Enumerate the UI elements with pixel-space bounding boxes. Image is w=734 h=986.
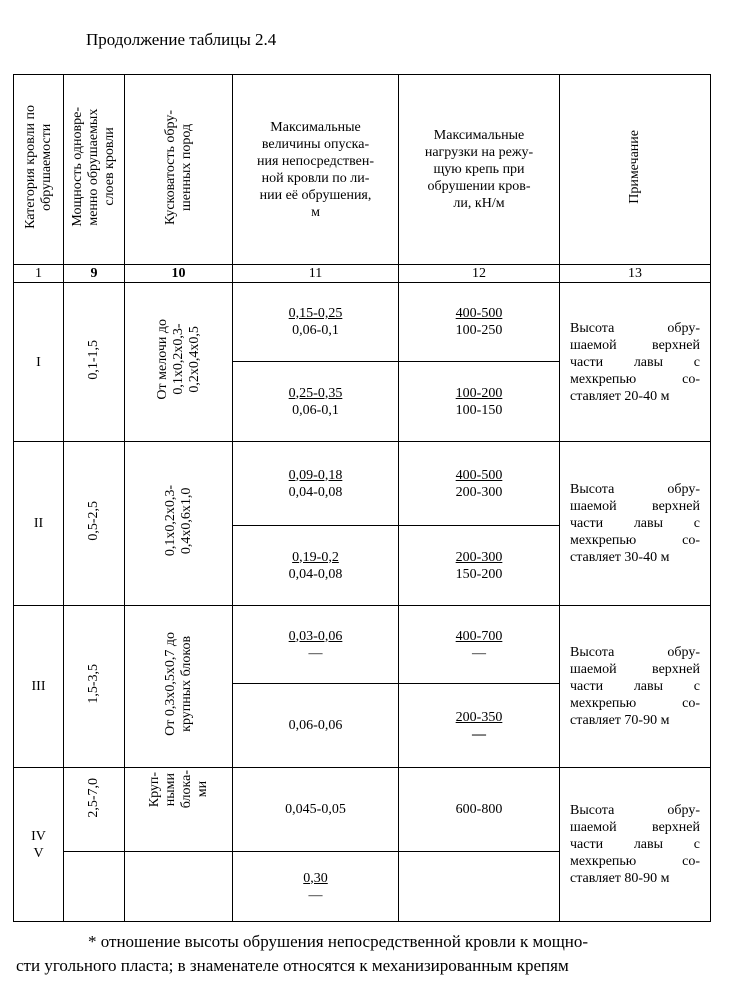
load-cell: $\frac{400-500}{100-250}$ <box>399 283 560 362</box>
table-row <box>14 768 711 852</box>
load-cell: $\frac{400-500}{200-300}$ <box>399 442 560 526</box>
lowering-cell: 0,045-0,05 <box>233 768 399 852</box>
lumpiness-cell: Круп- ными блока- ми <box>125 768 233 852</box>
lowering-cell: $\frac{0,09-0,18}{0,04-0,08}$ <box>233 442 399 526</box>
col-number: 1 <box>14 265 64 283</box>
header-category: Категория кровли по обрушаемости <box>14 75 64 265</box>
lumpiness-cell: 0,1х0,2х0,3- 0,4х0,6х1,0 <box>125 442 233 606</box>
header-lumpiness: Кусковатость обру- шенных пород <box>125 75 233 265</box>
category-cell: II <box>14 442 64 606</box>
lowering-cell: $\frac{0,15-0,25}{0,06-0,1}$ <box>233 283 399 362</box>
lowering-cell: 0,06-0,06 <box>233 684 399 768</box>
header-thickness: Мощность одновре- менно обрушаемых слоев кровли <box>64 75 125 265</box>
load-cell <box>399 852 560 922</box>
thickness-cell: 0,5-2,5 <box>64 442 125 606</box>
col-number: 9 <box>64 265 125 283</box>
col-number: 11 <box>233 265 399 283</box>
footnote: * отношение высоты обрушения непосредственной кровли к мощно- сти угольного пласта; в знаменателе относятся к механизированным крепям <box>16 932 589 975</box>
table-row <box>14 283 711 362</box>
col-number: 10 <box>125 265 233 283</box>
note-cell: Высота обру- шаемой верхней части лавы с мехкрепью со- ставляет 20-40 м <box>560 283 711 442</box>
note-cell: Высота обру- шаемой верхней части лавы с мехкрепью со- ставляет 70-90 м <box>560 606 711 768</box>
load-cell: $\frac{400-700}{—}$ <box>399 606 560 684</box>
category-cell: I <box>14 283 64 442</box>
load-cell: 600-800 <box>399 768 560 852</box>
load-cell: $\frac{200-300}{150-200}$ <box>399 526 560 606</box>
table-caption: Продолжение таблицы 2.4 <box>86 30 277 49</box>
lumpiness-cell: От 0,3х0,5х0,7 до крупных блоков <box>125 606 233 768</box>
lowering-cell: $\frac{0,30}{—}$ <box>233 852 399 922</box>
col-number: 13 <box>560 265 711 283</box>
lumpiness-cell <box>125 852 233 922</box>
data-table <box>13 74 711 922</box>
category-cell: IV V <box>14 768 64 922</box>
header-note: Примечание <box>560 75 711 265</box>
thickness-cell <box>64 852 125 922</box>
column-numbers-row <box>14 265 711 283</box>
lowering-cell: $\frac{0,19-0,2}{0,04-0,08}$ <box>233 526 399 606</box>
note-cell: Высота обру- шаемой верхней части лавы с мехкрепью со- ставляет 30-40 м <box>560 442 711 606</box>
header-row <box>14 75 711 265</box>
table-row <box>14 442 711 526</box>
thickness-cell: 0,1-1,5 <box>64 283 125 442</box>
thickness-cell: 1,5-3,5 <box>64 606 125 768</box>
header-max-load: Максимальные нагрузки на режу- щую крепь при обрушении кров- ли, кН/м <box>399 75 560 265</box>
category-cell: III <box>14 606 64 768</box>
lumpiness-cell: От мелочи до 0,1х0,2х0,3- 0,2х0,4х0,5 <box>125 283 233 442</box>
thickness-cell: 2,5-7,0 <box>64 768 125 852</box>
load-cell: $\frac{200-350}{—}$ <box>399 684 560 768</box>
col-number: 12 <box>399 265 560 283</box>
note-cell: Высота обру- шаемой верхней части лавы с мехкрепью со- ставляет 80-90 м <box>560 768 711 922</box>
table-row <box>14 606 711 684</box>
header-max-lowering: Максимальные величины опуска- ния непосредствен- ной кровли по ли- нии её обрушения, м <box>233 75 399 265</box>
lowering-cell: $\frac{0,03-0,06}{—}$ <box>233 606 399 684</box>
lowering-cell: $\frac{0,25-0,35}{0,06-0,1}$ <box>233 362 399 442</box>
load-cell: $\frac{100-200}{100-150}$ <box>399 362 560 442</box>
